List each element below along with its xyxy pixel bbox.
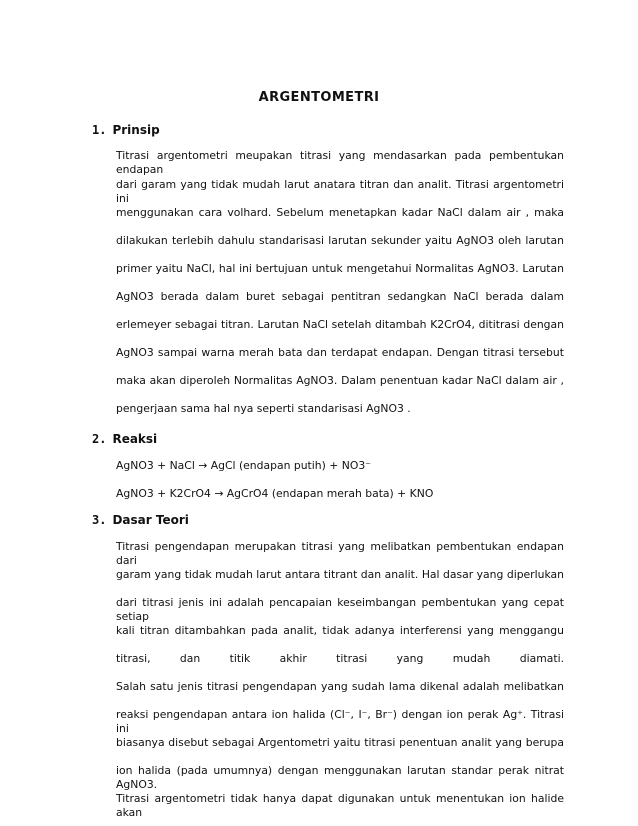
paragraph-line: titrasi, dan titik akhir titrasi yang mudah diamati. — [116, 652, 564, 665]
paragraph-line: Salah satu jenis titrasi pengendapan yang sudah lama dikenal adalah melibatkan — [116, 680, 564, 693]
paragraph-line: primer yaitu NaCl, hal ini bertujuan untuk mengetahui Normalitas AgNO3. Larutan — [116, 262, 564, 275]
paragraph-line: dari garam yang tidak mudah larut anatara titran dan analit. Titrasi argentometri ini — [116, 178, 564, 205]
reaction-equation: AgNO3 + NaCl → AgCl (endapan putih) + NO3⁻ — [116, 459, 371, 472]
section-heading-dasar-teori — [92, 513, 189, 527]
section-number: 1. — [92, 123, 107, 137]
section-number: 3. — [92, 513, 107, 527]
paragraph-line: Titrasi argentometri tidak hanya dapat digunakan untuk menentukan ion halide akan — [116, 792, 564, 819]
paragraph-line: reaksi pengendapan antara ion halida (Cl⁻, I⁻, Br⁻) dengan ion perak Ag⁺. Titrasi ini — [116, 708, 564, 735]
section-heading-reaksi — [92, 432, 157, 446]
paragraph-line: AgNO3 berada dalam buret sebagai pentitran sedangkan NaCl berada dalam — [116, 290, 564, 303]
paragraph-line: ion halida (pada umumnya) dengan menggunakan larutan standar perak nitrat AgNO3. — [116, 764, 564, 791]
paragraph-line: maka akan diperoleh Normalitas AgNO3. Dalam penentuan kadar NaCl dalam air , — [116, 374, 564, 387]
paragraph-line: erlemeyer sebagai titran. Larutan NaCl setelah ditambah K2CrO4, dititrasi dengan — [116, 318, 564, 331]
section-title: Prinsip — [112, 123, 160, 137]
paragraph-line: kali titran ditambahkan pada analit, tidak adanya interferensi yang menggangu — [116, 624, 564, 637]
paragraph-line: AgNO3 sampai warna merah bata dan terdapat endapan. Dengan titrasi tersebut — [116, 346, 564, 359]
section-number: 2. — [92, 432, 107, 446]
paragraph-line: menggunakan cara volhard. Sebelum menetapkan kadar NaCl dalam air , maka — [116, 206, 564, 219]
document-title: ARGENTOMETRI — [258, 90, 380, 105]
paragraph-line: garam yang tidak mudah larut antara titrant dan analit. Hal dasar yang diperlukan — [116, 568, 564, 581]
paragraph-line: biasanya disebut sebagai Argentometri yaitu titrasi penentuan analit yang berupa — [116, 736, 564, 749]
section-heading-prinsip — [92, 123, 160, 137]
paragraph-line: pengerjaan sama hal nya seperti standarisasi AgNO3 . — [116, 402, 411, 415]
paragraph-line: dilakukan terlebih dahulu standarisasi larutan sekunder yaitu AgNO3 oleh larutan — [116, 234, 564, 247]
reaction-equation: AgNO3 + K2CrO4 → AgCrO4 (endapan merah bata) + KNO — [116, 487, 434, 500]
section-title: Dasar Teori — [112, 513, 189, 527]
paragraph-line: Titrasi argentometri meupakan titrasi yang mendasarkan pada pembentukan endapan — [116, 149, 564, 176]
section-title: Reaksi — [112, 432, 158, 446]
paragraph-line: Titrasi pengendapan merupakan titrasi yang melibatkan pembentukan endapan dari — [116, 540, 564, 567]
paragraph-line: dari titrasi jenis ini adalah pencapaian keseimbangan pembentukan yang cepat setiap — [116, 596, 564, 623]
